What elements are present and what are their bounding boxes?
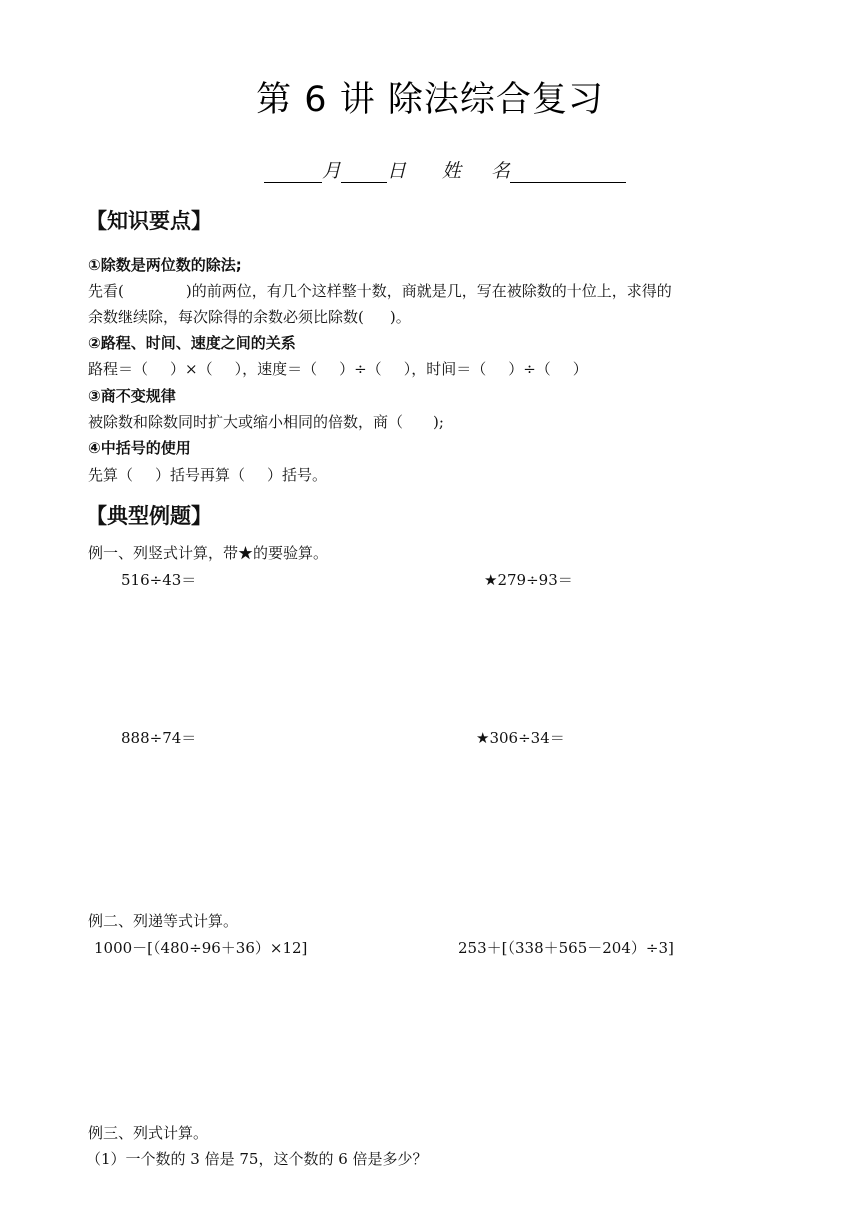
page-title: 第 6 讲 除法综合复习: [256, 80, 604, 120]
day-label: 日: [387, 160, 407, 182]
point1-line2-b: )。: [389, 308, 411, 326]
point2-line: [88, 358, 588, 379]
ex1-item-3: 888÷74＝: [121, 729, 197, 747]
ex1-item-1: 516÷43＝: [121, 571, 197, 589]
month-label: 月: [322, 160, 342, 182]
ex1-item-2: ★279÷93＝: [484, 571, 573, 589]
point1-line1-b: )的前两位，有几个这样整十数，商就是几，写在被除数的十位上，求得的: [185, 282, 672, 300]
point4-seg: ）括号。: [267, 466, 328, 484]
knowledge-heading: 【知识要点】: [86, 209, 212, 233]
ex1-title: 例一、列竖式计算，带★的要验算。: [88, 544, 329, 562]
point2-seg: ）×（: [170, 360, 213, 378]
point1-line1-a: 先看(: [88, 282, 124, 300]
point2-seg: 路程＝（: [88, 360, 149, 378]
point2-seg: ），时间＝（: [403, 360, 487, 378]
ex3-title: 例三、列式计算。: [88, 1124, 209, 1142]
ex2-title: 例二、列递等式计算。: [88, 912, 239, 930]
point3-line-b: );: [433, 413, 444, 431]
ex1-item-4: ★306÷34＝: [476, 729, 565, 747]
examples-heading: 【典型例题】: [86, 504, 212, 528]
point4-title: ④中括号的使用: [88, 439, 191, 457]
point1-line2: [88, 306, 411, 327]
month-blank: [264, 162, 322, 183]
ex2-item-2: 253＋[（338＋565－204）÷3]: [458, 939, 674, 957]
point4-line: [88, 464, 327, 485]
point2-title: ②路程、时间、速度之间的关系: [88, 334, 296, 352]
day-blank: [341, 162, 387, 183]
point4-seg: 先算（: [88, 466, 134, 484]
name-blank: [510, 162, 626, 183]
point2-seg: ）÷（: [508, 360, 551, 378]
point1-line1: [88, 280, 672, 301]
point3-title: ③商不变规律: [88, 387, 176, 405]
name-label-2: 名: [491, 160, 511, 182]
point4-seg: ）括号再算（: [155, 466, 246, 484]
ex2-item-1: 1000－[（480÷96＋36）×12]: [94, 939, 308, 957]
name-label-1: 姓: [442, 160, 462, 182]
date-name-line: [264, 156, 626, 183]
point2-seg: ）: [572, 360, 588, 378]
point3-line-a: 被除数和除数同时扩大或缩小相同的倍数，商（: [88, 413, 404, 431]
point3-line: [88, 411, 444, 432]
point2-seg: ）÷（: [339, 360, 382, 378]
point1-line2-a: 余数继续除，每次除得的余数必须比除数(: [88, 308, 364, 326]
ex3-question-1: （1）一个数的 3 倍是 75，这个数的 6 倍是多少？: [86, 1150, 428, 1168]
point2-seg: ），速度＝（: [234, 360, 318, 378]
point1-title: ①除数是两位数的除法;: [88, 256, 242, 274]
